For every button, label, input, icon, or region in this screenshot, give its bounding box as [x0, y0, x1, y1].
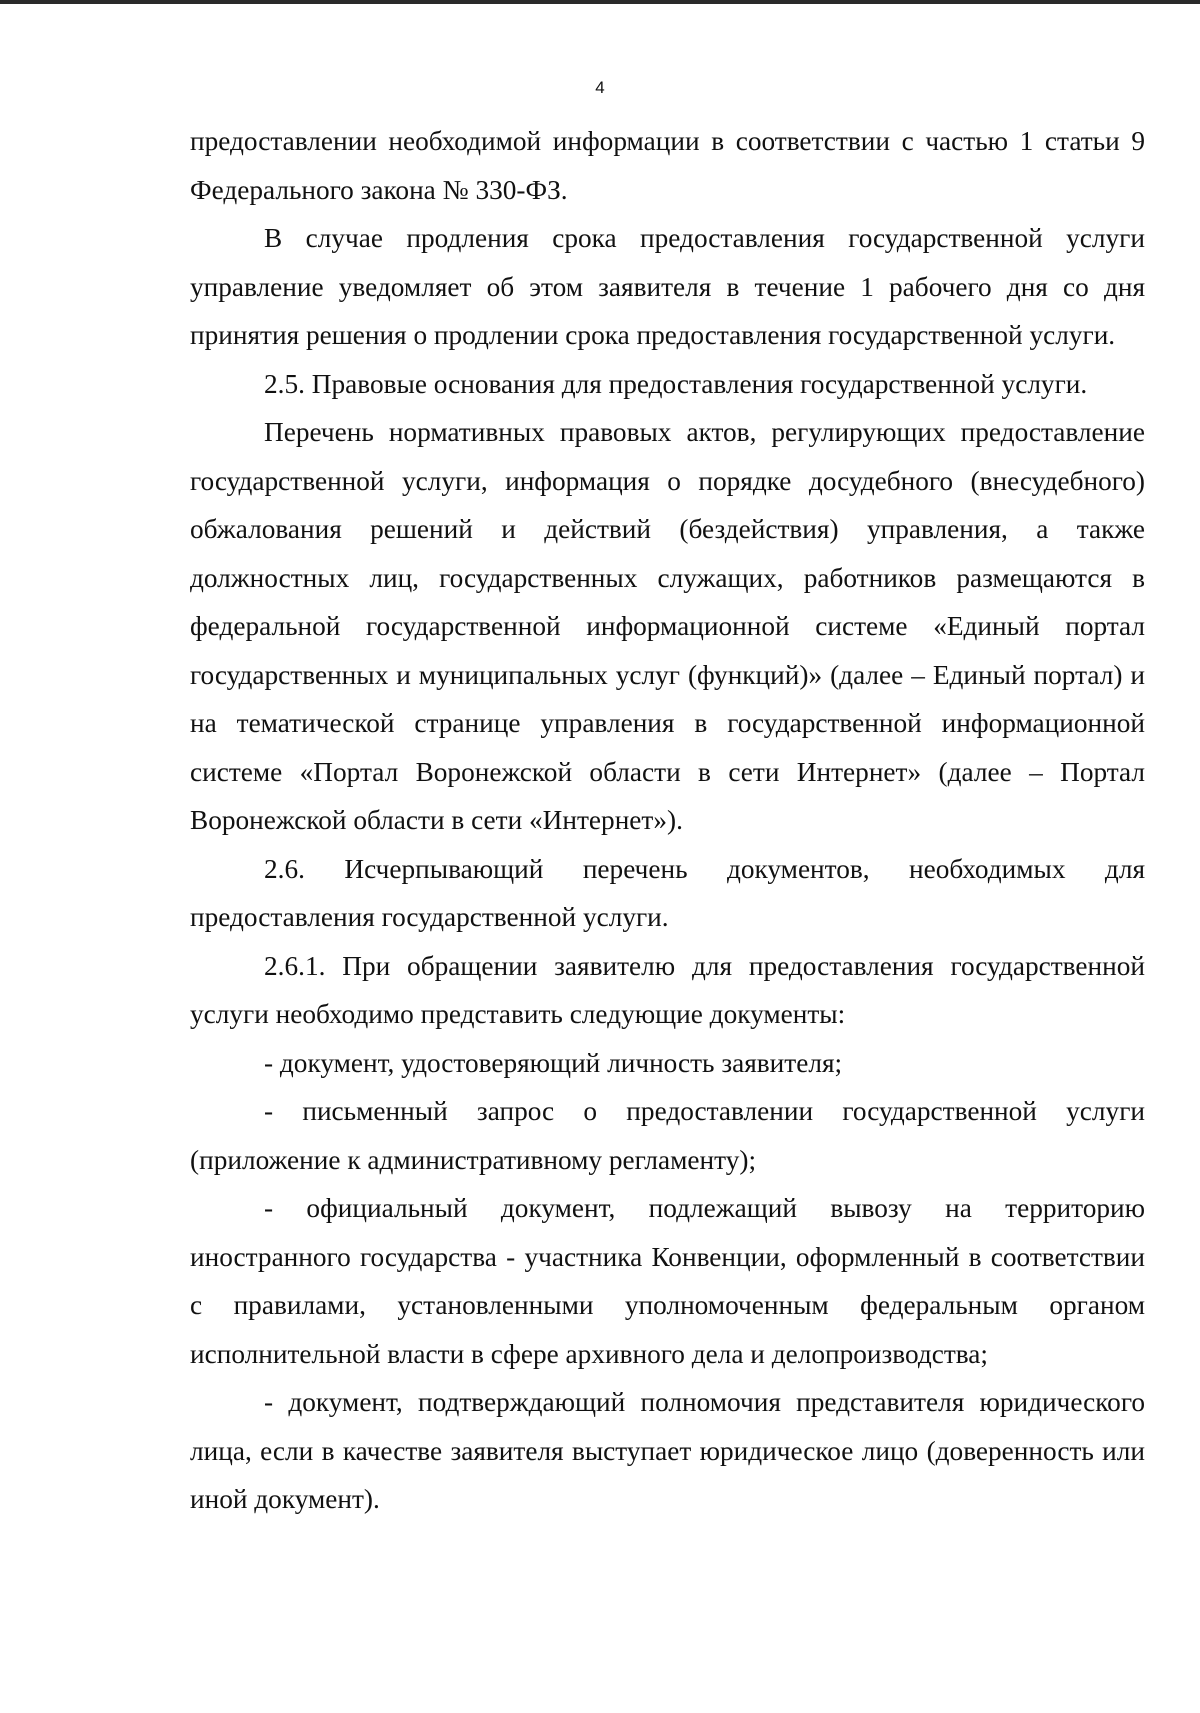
- paragraph: [190, 408, 1145, 845]
- text-line: (далее – Портал Воронежской области в сети «Интернет»).: [190, 756, 1145, 835]
- text-line: - документ, подтверждающий полномочия представителя: [264, 1387, 965, 1417]
- section-heading: [190, 845, 1145, 942]
- text-line: а также должностных лиц, государственных служащих, работников: [190, 514, 1145, 593]
- text-line: 2.5. Правовые основания для предоставления государственной услуги.: [264, 368, 1088, 399]
- text-line: Перечень нормативных правовых актов, регулирующих: [264, 417, 946, 447]
- text-line: управление уведомляет об этом заявителя в течение 1 рабочего дня со дня: [190, 271, 1145, 302]
- text-line: органом исполнительной власти в сфере архивного дела и делопроизводства;: [190, 1290, 1145, 1369]
- scan-border: [0, 0, 1200, 4]
- text-line: юридического лица, если в качестве заявителя выступает юридическое лицо: [190, 1387, 1145, 1466]
- list-item: [190, 1087, 1145, 1184]
- text-line: В случае продления срока предоставления государственной услуги: [264, 223, 1145, 253]
- text-line: информационной системе «Портал Воронежской области в сети Интернет»: [190, 708, 1145, 787]
- text-line: - письменный запрос о предоставлении государственной услуги: [264, 1096, 1145, 1126]
- text-line: иностранного государства - участника Конвенции, оформленный в: [190, 1241, 982, 1272]
- text-line: (внесудебного) обжалования решений и действий (бездействия) управления,: [190, 465, 1146, 544]
- text-line: 2.6. Исчерпывающий перечень документов, необходимых для: [264, 853, 1145, 884]
- text-line: 9 Федерального закона № 330-ФЗ.: [190, 126, 1145, 205]
- text-line: – Единый портал) и на тематической странице управления в государственной: [190, 659, 1145, 738]
- list-item: [190, 1378, 1145, 1524]
- text-line: - документ, удостоверяющий личность заявителя;: [264, 1047, 843, 1078]
- text-line: принятия решения о продлении срока предоставления государственной: [190, 320, 1023, 350]
- text-line: услуги.: [1029, 320, 1116, 350]
- text-line: предоставления государственной услуги.: [190, 902, 669, 932]
- list-item: [190, 1184, 1145, 1378]
- paragraph: [190, 117, 1145, 214]
- text-line: - официальный документ, подлежащий вывозу на территорию: [264, 1193, 1145, 1223]
- text-line: размещаются в федеральной государственной информационной системе: [190, 562, 1145, 641]
- page-number: 4: [595, 78, 605, 97]
- document-body: [190, 117, 1145, 1524]
- list-item: [190, 1039, 1145, 1088]
- text-line: предоставлении необходимой информации в соответствии с частью 1 статьи: [190, 126, 1120, 156]
- paragraph: [190, 214, 1145, 360]
- text-line: услуги необходимо представить следующие документы:: [190, 999, 846, 1029]
- text-line: 2.6.1. При обращении заявителю для предоставления государственной: [264, 950, 1145, 981]
- text-line: (доверенность или иной документ).: [190, 1435, 1146, 1514]
- section-heading: [190, 360, 1145, 409]
- text-line: (приложение к административному регламенту);: [190, 1144, 757, 1175]
- text-line: соответствии с правилами, установленными уполномоченным федеральным: [190, 1241, 1146, 1320]
- text-line: «Единый портал государственных и муниципальных услуг (функций)» (далее: [190, 611, 1146, 690]
- paragraph: [190, 942, 1145, 1039]
- text-line: предоставление государственной услуги, информация о порядке досудебного: [190, 417, 1145, 496]
